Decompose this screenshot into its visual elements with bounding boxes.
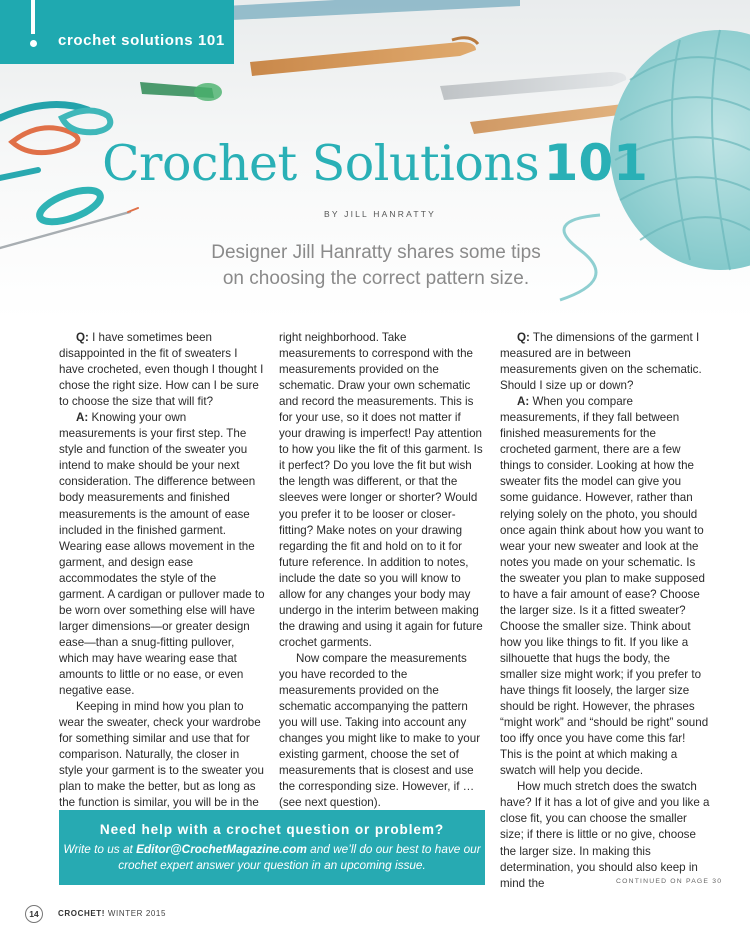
- folio: [58, 909, 166, 918]
- title-main: Crochet Solutions: [102, 135, 540, 192]
- callout-body-pre: Write to us at: [63, 842, 137, 856]
- callout-email-link[interactable]: Editor@CrochetMagazine.com: [136, 842, 307, 856]
- issue-name: WINTER 2015: [105, 909, 167, 918]
- tag-exclaim-bar: [31, 0, 35, 34]
- callout-heading: Need help with a crochet question or problem?: [99, 822, 445, 837]
- page-number: 14: [25, 905, 43, 923]
- paragraph-2-continued: right neighborhood. Take measurements to correspond with the measurements provided on the schematic. Draw your own schematic and record the measurements. This is for your use, so it does not matter if your drawing is imperfect! Pay attention to how you like the fit of this garment. Is it perfect? Do you love the fit but wish the length was different, or that the sleeves were longer or shorter? Would you prefer it to be looser or closer-fitting? Make notes on your drawing regarding the fit and hold on to it for future reference. In addition to notes, include the date so you will know to allow for any changes your body may undergo in the interim between making the drawing and using it again for future crochet garments.: [279, 331, 483, 649]
- answer-2: [500, 394, 710, 779]
- callout-body: [59, 841, 485, 873]
- question-2: [500, 330, 710, 394]
- q-label: Q:: [517, 331, 530, 344]
- article-title: [0, 134, 750, 192]
- callout-body-post: and we’ll do our best to have our crochet expert answer your question in an upcoming issue.: [118, 842, 481, 872]
- column-3: [500, 330, 710, 892]
- continued-note: CONTINUED ON PAGE 30: [616, 878, 723, 885]
- section-tag-label: crochet solutions 101: [58, 32, 225, 49]
- paragraph-3: Now compare the measurements you have recorded to the measurements provided on the schematic accompanying the pattern you will use. Taking into account any changes you might like to make to your existing garment, choose the set of measurements that is closest and use the corresponding size. However, if … (see next question).: [279, 651, 481, 810]
- column-2: [279, 330, 485, 811]
- title-number: 101: [543, 134, 648, 192]
- question-1: [59, 330, 265, 410]
- paragraph-4: How much stretch does the swatch have? If it has a lot of give and you like a close fit, you can choose the smaller size; if there is little or no give, choose the larger size. In making this determination, you should also keep in mind the: [500, 780, 710, 890]
- answer-1: [59, 410, 265, 699]
- a-label: A:: [517, 395, 530, 409]
- q-label: Q:: [76, 331, 89, 344]
- a-label: A:: [76, 411, 89, 425]
- answer-2-text: When you compare measurements, if they fall between finished measurements for the crocheted garment, there are a few things to consider. Looking at how the sweater fits the model can give you some guidance. However, rather than relying solely on the photo, you should once again think about how you want to wear your new sweater and look at the notes you made on your schematic. Is the sweater you plan to make supposed to have a fair amount of ease? Choose the larger size. Is it a fitted sweater? Choose the smaller size. Think about how you like things to fit. If you like a silhouette that hugs the body, the smaller size might work; if you prefer to have things fit loosely, the larger size should be right. However, the phrases “might work” and “should be right” sound too iffy once you have come this far! This is the point at which making a swatch will help you decide.: [500, 395, 709, 778]
- byline: BY JILL HANRATTY: [323, 209, 437, 219]
- callout-box: [59, 810, 485, 885]
- paragraph-2: Keeping in mind how you plan to wear the sweater, check your wardrobe for something similar and use that for comparison. Naturally, the closer in style your garment is to the sweater you plan to make the better, but as long as the function is similar, you will be in the: [59, 700, 264, 810]
- tag-exclaim-dot: [30, 40, 37, 47]
- question-2-text: The dimensions of the garment I measured are in between measurements given on the schematic. Should I size up or down?: [500, 331, 702, 393]
- answer-1-text: Knowing your own measurements is your first step. The style and function of the sweater you intend to make should be your next consideration. The difference between body measurements and finished measurements is the amount of ease included in the finished garment. Wearing ease allows movement in the garment, and design ease accommodates the style of the garment. A cardigan or pullover made to be worn over something else will have larger dimensions—or greater design ease—than a snug-fitting pullover, which may have wearing ease that amounts to little or no ease, or even negative ease.: [59, 411, 265, 698]
- section-tag: [0, 0, 234, 64]
- deck-subtitle: Designer Jill Hanratty shares some tips on choosing the correct pattern size.: [211, 242, 541, 289]
- magazine-name: CROCHET!: [58, 909, 106, 918]
- question-1-text: I have sometimes been disappointed in the fit of sweaters I have crocheted, even though I thought I chose the right size. How can I be sure to choose the size that will fit?: [59, 331, 264, 409]
- column-1: [59, 330, 265, 811]
